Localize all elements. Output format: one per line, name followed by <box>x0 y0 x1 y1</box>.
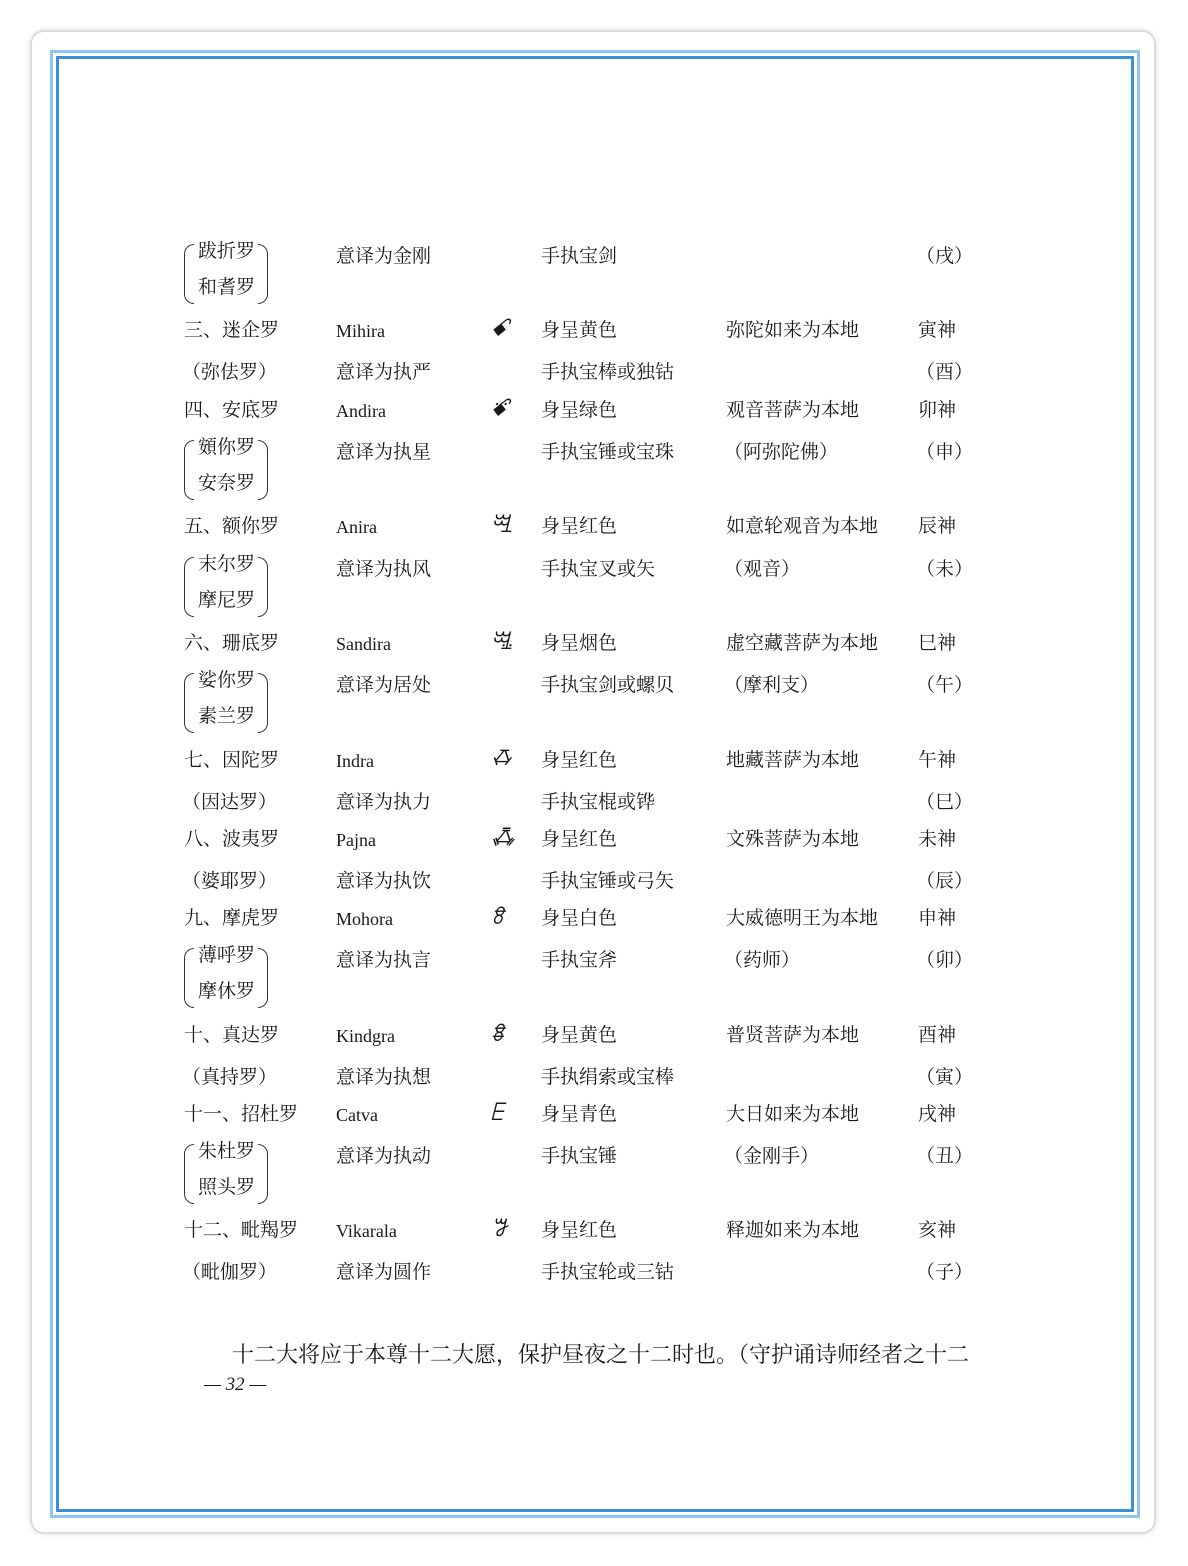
honji: 大威德明王为本地 <box>726 907 879 929</box>
branch: （辰） <box>916 870 974 892</box>
hand-item: 手执宝锤或宝珠 <box>541 441 675 463</box>
general-name: 五、额你罗 <box>184 515 280 537</box>
left-paren <box>184 948 194 1008</box>
honji-secondary: （阿弥陀佛） <box>724 441 839 463</box>
honji: 观音菩萨为本地 <box>726 399 860 421</box>
body-color: 身呈红色 <box>541 515 618 537</box>
left-paren <box>184 244 194 304</box>
hand-item: 手执宝棍或铧 <box>541 791 656 813</box>
branch: （巳） <box>916 791 974 813</box>
hand-item: 手执宝剑 <box>541 245 618 267</box>
meaning: 意译为金刚 <box>336 245 432 267</box>
alias-name: （弥佉罗） <box>182 361 278 383</box>
zodiac-god: 酉神 <box>918 1024 957 1046</box>
meaning: 意译为执想 <box>336 1066 432 1088</box>
general-name: 十、真达罗 <box>184 1024 280 1046</box>
branch: （未） <box>916 558 974 580</box>
right-paren <box>258 440 268 500</box>
siddham-glyph: ꗆ <box>490 627 513 655</box>
alias-group <box>184 944 274 1012</box>
meaning: 意译为执严 <box>336 361 432 383</box>
honji-secondary: （观音） <box>724 558 801 580</box>
zodiac-god: 亥神 <box>918 1219 957 1241</box>
siddham-glyph: ꗉ <box>490 902 505 930</box>
latin-name: Indra <box>336 751 374 771</box>
alias-name: （婆耶罗） <box>182 870 278 892</box>
left-paren <box>184 557 194 617</box>
zodiac-god: 未神 <box>918 828 957 850</box>
hand-item: 手执宝轮或三钴 <box>541 1261 675 1283</box>
alias-group <box>184 553 274 621</box>
siddham-glyph: ꗋ <box>490 1098 504 1126</box>
latin-name: Kindgra <box>336 1026 395 1046</box>
alias-group <box>184 240 274 308</box>
alias-name: 和耆罗 <box>198 276 256 298</box>
general-name: 十二、毗羯罗 <box>184 1219 299 1241</box>
meaning: 意译为圆作 <box>336 1261 432 1283</box>
hand-item: 手执绢索或宝棒 <box>541 1066 675 1088</box>
branch: （丑） <box>916 1145 974 1167</box>
branch: （申） <box>916 441 974 463</box>
siddham-glyph: ꗄ <box>490 394 510 422</box>
general-name: 八、波夷罗 <box>184 828 280 850</box>
siddham-glyph: ꗌ <box>490 1214 508 1242</box>
siddham-glyph: ꗅ <box>490 510 513 538</box>
siddham-glyph: ꗈ <box>490 823 516 851</box>
honji-secondary: （金刚手） <box>724 1145 820 1167</box>
right-paren <box>258 673 268 733</box>
honji: 释迦如来为本地 <box>726 1219 860 1241</box>
general-name: 四、安底罗 <box>184 399 280 421</box>
honji-secondary: （药师） <box>724 949 801 971</box>
body-color: 身呈烟色 <box>541 632 618 654</box>
latin-name: Vikarala <box>336 1221 397 1241</box>
latin-name: Mihira <box>336 321 385 341</box>
meaning: 意译为居处 <box>336 674 432 696</box>
alias-name: 朱杜罗 <box>198 1140 256 1162</box>
branch: （酉） <box>916 361 974 383</box>
branch: （寅） <box>916 1066 974 1088</box>
latin-name: Sandira <box>336 634 391 654</box>
zodiac-god: 戌神 <box>918 1103 957 1125</box>
zodiac-god: 卯神 <box>918 399 957 421</box>
alias-group <box>184 669 274 737</box>
alias-name: （真持罗） <box>182 1066 278 1088</box>
body-color: 身呈黄色 <box>541 319 618 341</box>
alias-name: 照头罗 <box>198 1176 256 1198</box>
branch: （卯） <box>916 949 974 971</box>
honji: 虚空藏菩萨为本地 <box>726 632 879 654</box>
left-paren <box>184 673 194 733</box>
honji-secondary: （摩利支） <box>724 674 820 696</box>
body-color: 身呈黄色 <box>541 1024 618 1046</box>
zodiac-god: 辰神 <box>918 515 957 537</box>
meaning: 意译为执星 <box>336 441 432 463</box>
alias-name: 跋折罗 <box>198 240 256 262</box>
zodiac-god: 寅神 <box>918 319 957 341</box>
latin-name: Catva <box>336 1105 378 1125</box>
honji: 大日如来为本地 <box>726 1103 860 1125</box>
siddham-glyph: ꗃ <box>490 314 510 342</box>
hand-item: 手执宝斧 <box>541 949 618 971</box>
branch: （午） <box>916 674 974 696</box>
hand-item: 手执宝锤 <box>541 1145 618 1167</box>
latin-name: Mohora <box>336 909 393 929</box>
page-number: — 32 — <box>204 1374 267 1395</box>
general-name: 七、因陀罗 <box>184 749 280 771</box>
body-color: 身呈青色 <box>541 1103 618 1125</box>
alias-name: 摩休罗 <box>198 980 256 1002</box>
alias-group <box>184 436 274 504</box>
meaning: 意译为执力 <box>336 791 432 813</box>
closing-paragraph: 十二大将应于本尊十二大愿，保护昼夜之十二时也。（守护诵诗师经者之十二 <box>232 1343 970 1368</box>
body-color: 身呈绿色 <box>541 399 618 421</box>
branch: （戌） <box>916 245 974 267</box>
left-paren <box>184 1144 194 1204</box>
hand-item: 手执宝剑或螺贝 <box>541 674 675 696</box>
honji: 文殊菩萨为本地 <box>726 828 860 850</box>
branch: （子） <box>916 1261 974 1283</box>
general-name: 九、摩虎罗 <box>184 907 280 929</box>
body-color: 身呈白色 <box>541 907 618 929</box>
meaning: 意译为执饮 <box>336 870 432 892</box>
right-paren <box>258 948 268 1008</box>
hand-item: 手执宝叉或矢 <box>541 558 656 580</box>
right-paren <box>258 1144 268 1204</box>
meaning: 意译为执风 <box>336 558 432 580</box>
alias-name: 素兰罗 <box>198 705 256 727</box>
right-paren <box>258 244 268 304</box>
alias-name: （毗伽罗） <box>182 1261 278 1283</box>
alias-group <box>184 1140 274 1208</box>
meaning: 意译为执动 <box>336 1145 432 1167</box>
honji: 弥陀如来为本地 <box>726 319 860 341</box>
meaning: 意译为执言 <box>336 949 432 971</box>
honji: 如意轮观音为本地 <box>726 515 879 537</box>
body-color: 身呈红色 <box>541 1219 618 1241</box>
alias-name: （因达罗） <box>182 791 278 813</box>
honji: 地藏菩萨为本地 <box>726 749 860 771</box>
alias-name: 頞你罗 <box>198 436 256 458</box>
alias-name: 摩尼罗 <box>198 589 256 611</box>
alias-name: 末尔罗 <box>198 553 256 575</box>
alias-name: 安奈罗 <box>198 472 256 494</box>
right-paren <box>258 557 268 617</box>
left-paren <box>184 440 194 500</box>
zodiac-god: 申神 <box>918 907 957 929</box>
alias-name: 薄呼罗 <box>198 944 256 966</box>
body-color: 身呈红色 <box>541 749 618 771</box>
alias-name: 娑你罗 <box>198 669 256 691</box>
zodiac-god: 巳神 <box>918 632 957 654</box>
siddham-glyph: ꗇ <box>490 744 512 772</box>
body-color: 身呈红色 <box>541 828 618 850</box>
latin-name: Andira <box>336 401 386 421</box>
general-name: 三、迷企罗 <box>184 319 280 341</box>
siddham-glyph: ꗊ <box>490 1019 505 1047</box>
hand-item: 手执宝锤或弓矢 <box>541 870 675 892</box>
hand-item: 手执宝棒或独钴 <box>541 361 675 383</box>
general-name: 六、珊底罗 <box>184 632 280 654</box>
honji: 普贤菩萨为本地 <box>726 1024 860 1046</box>
general-name: 十一、招杜罗 <box>184 1103 299 1125</box>
latin-name: Anira <box>336 517 377 537</box>
zodiac-god: 午神 <box>918 749 957 771</box>
latin-name: Pajna <box>336 830 376 850</box>
